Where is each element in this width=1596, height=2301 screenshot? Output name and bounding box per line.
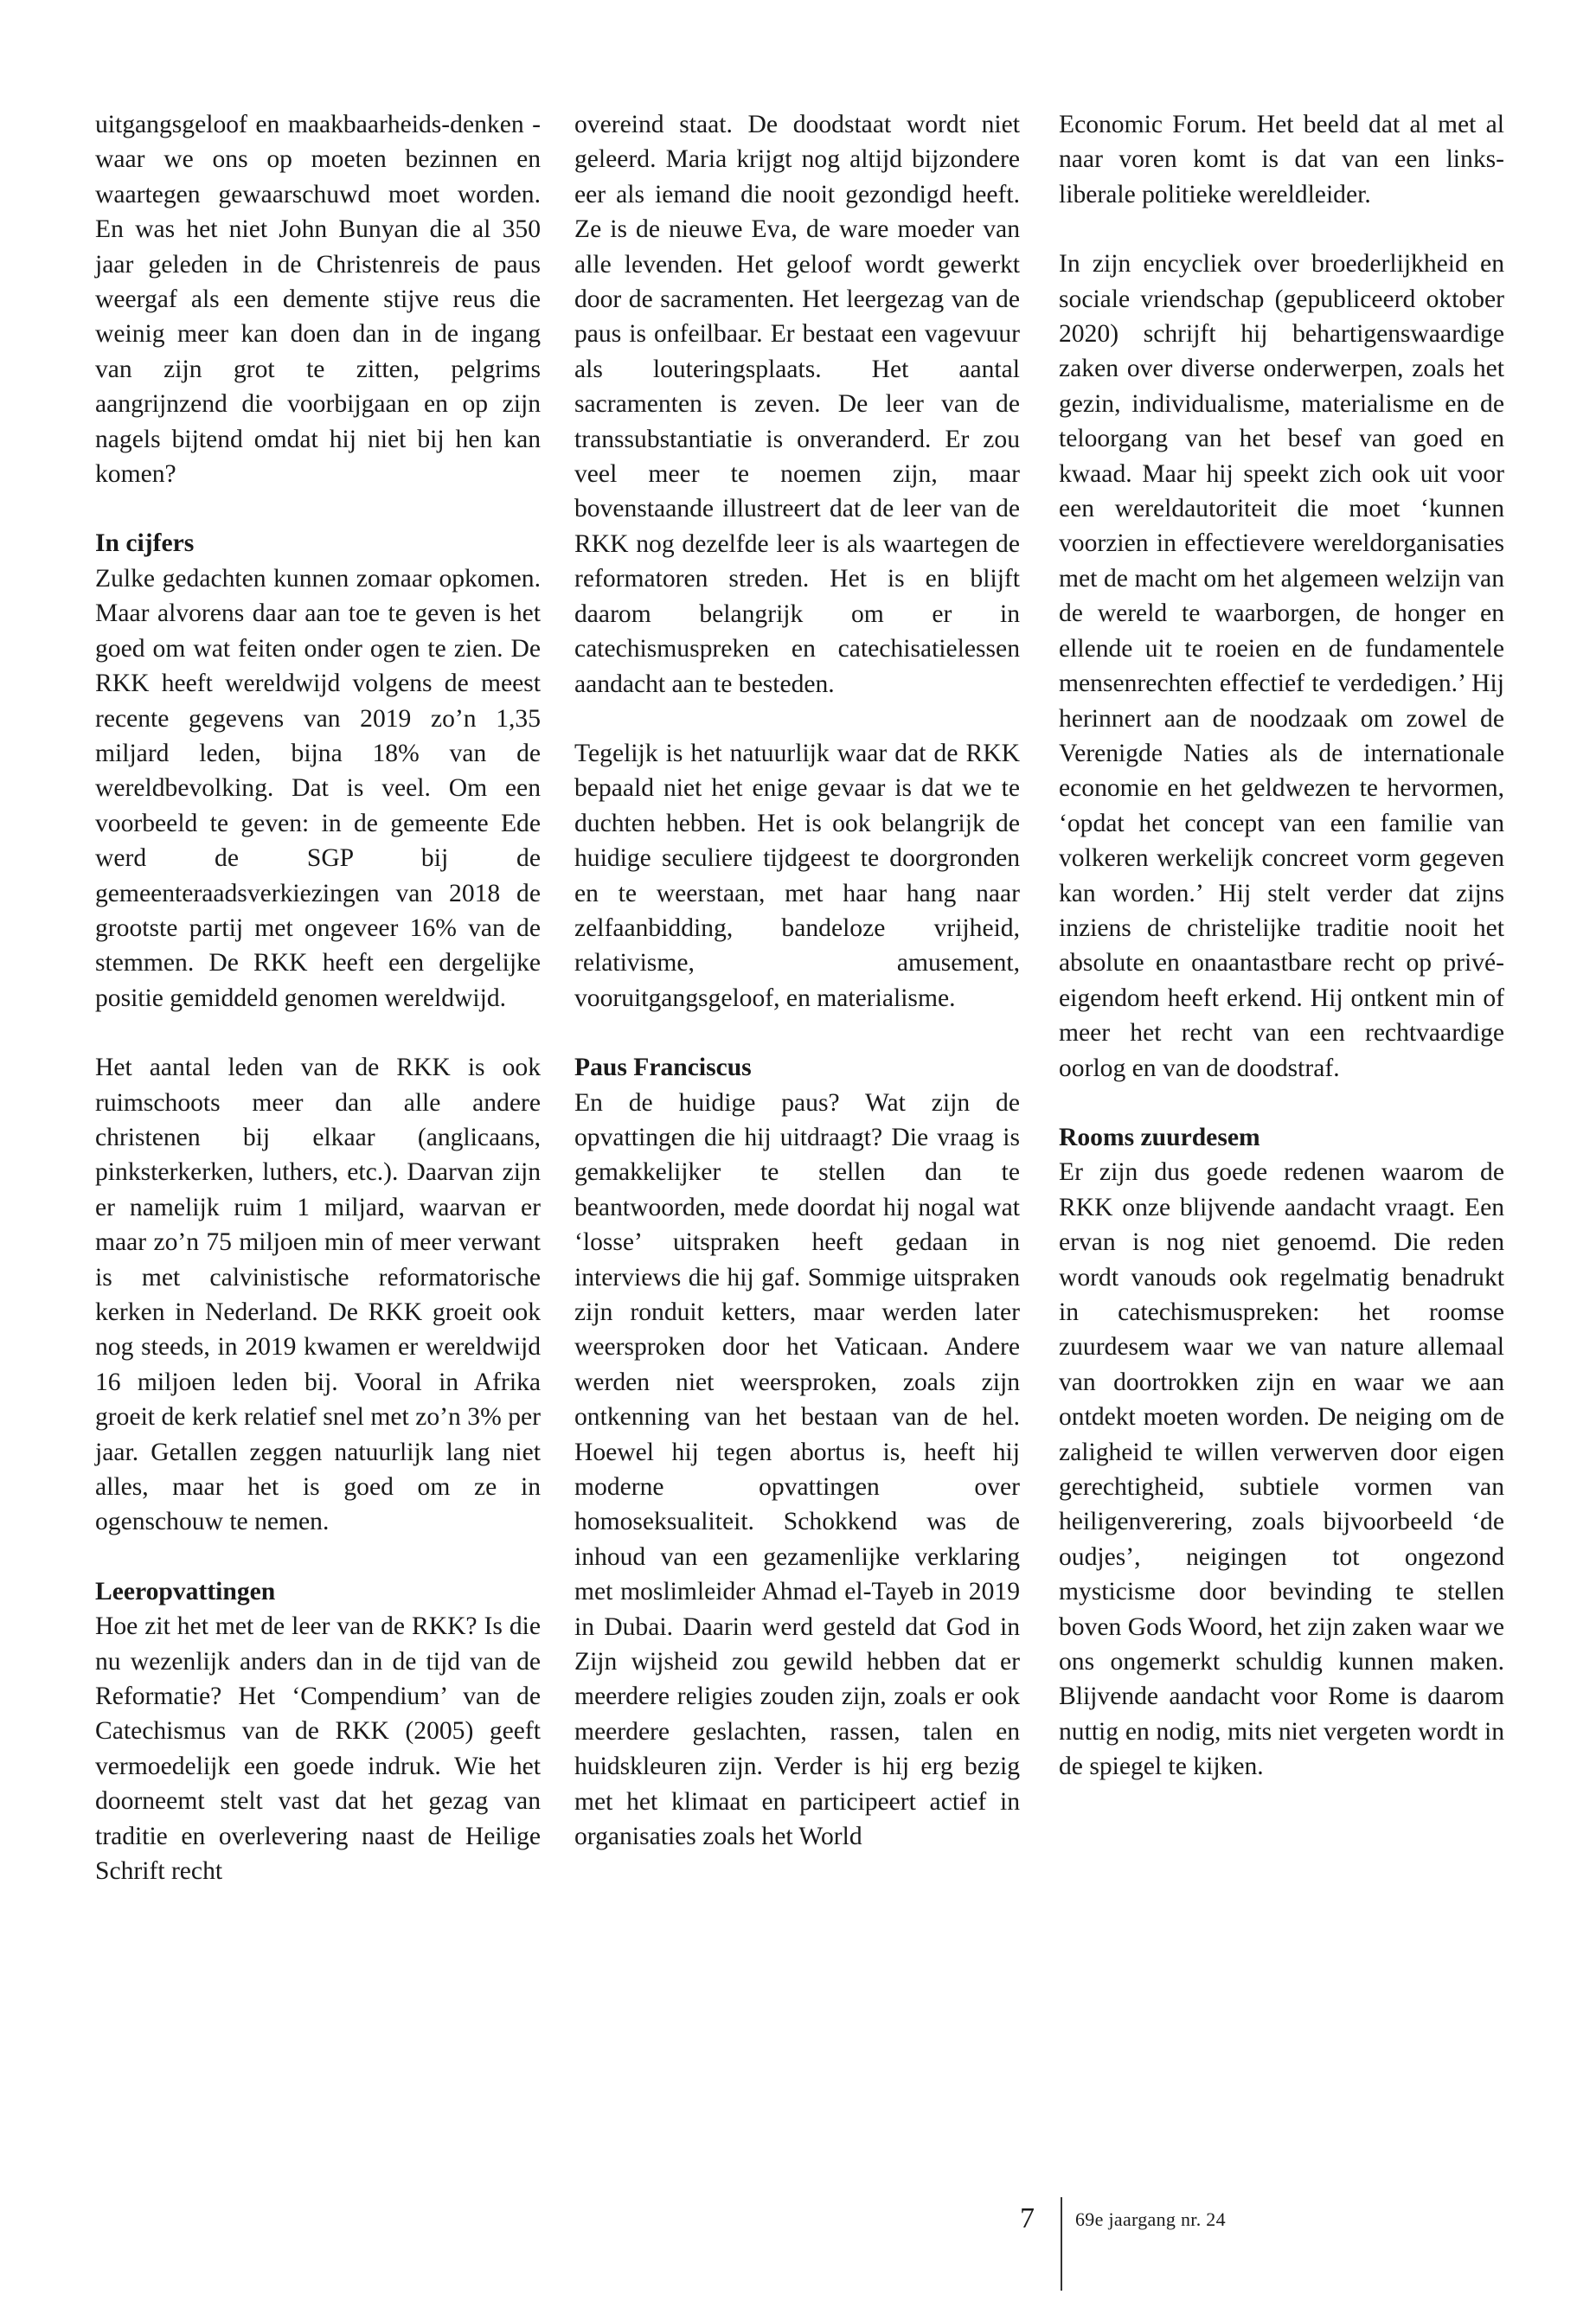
article-column-1 <box>95 107 541 1924</box>
section-heading: Paus Franciscus <box>574 1054 752 1082</box>
paragraph: In zijn encycliek over broederlijkheid en sociale vriendschap (gepubliceerd oktober 2020) schrijft hij behartigenswaardige zaken over diverse onderwerpen, zoals het gezin, individualisme, materialisme en de teloorgang van het besef van goed en kwaad. Maar hij speekt zich ook uit voor een wereldautoriteit die moet ‘kunnen voorzien in effectievere wereldorganisaties met de macht om het algemeen welzijn van de wereld te waarborgen, de honger en ellende uit te roeien en de fundamentele mensenrechten effectief te verdedigen.’ Hij herinnert aan de noodzaak om zowel de Verenigde Naties als de internationale economie en het geldwezen te hervormen, ‘opdat het concept van een familie van volkeren werkelijk concreet vorm gegeven kan worden.’ Hij stelt verder dat zijns inziens de christelijke traditie nooit het absolute en onaantastbare recht op privé-eigendom heeft erkend. Hij ontkent min of meer het recht van een rechtvaardige oorlog en van de doodstraf. <box>1059 250 1504 1082</box>
page-number: 7 <box>1020 2202 1035 2234</box>
paragraph: Er zijn dus goede redenen waarom de RKK onze blijvende aandacht vraagt. Een ervan is nog niet genoemd. Die reden wordt vanouds ook regelmatig benadrukt in catechismuspreken: het roomse zuurdesem waar we van nature allemaal van doortrokken zijn en waar we aan ontdekt moeten worden. De neiging om de zaligheid te willen verwerven door eigen gerechtigheid, subtiele vormen van heiligenverering, zoals bijvoorbeeld ‘de oudjes’, neigingen tot ongezond mysticisme door bevinding te stellen boven Gods Woord, het zijn zaken waar we ons ongemerkt schuldig kunnen maken. Blijvende aandacht voor Rome is daarom nuttig en nodig, mits niet vergeten wordt in de spiegel te kijken. <box>1059 1158 1504 1781</box>
paragraph: Tegelijk is het natuurlijk waar dat de RKK bepaald niet het enige gevaar is dat we te duchten hebben. Het is ook belangrijk de huidige seculiere tijdgeest te doorgronden en te weerstaan, met haar hang naar zelfaanbidding, bandeloze vrijheid, relativisme, amusement, vooruitgangsgeloof, en materialisme. <box>574 739 1020 1012</box>
paragraph: Zulke gedachten kunnen zomaar opkomen. Maar alvorens daar aan toe te geven is het goed om wat feiten onder ogen te zien. De RKK heeft wereldwijd volgens de meest recente gegevens van 2019 zo’n 1,35 miljard leden, bijna 18% van de wereldbevolking. Dat is veel. Om een voorbeeld te geven: in de gemeente Ede werd de SGP bij de gemeenteraadsverkiezingen van 2018 de grootste partij met ongeveer 16% van de stemmen. De RKK heeft een dergelijke positie gemiddeld genomen wereldwijd. <box>95 564 541 1012</box>
article-column-3 <box>1059 107 1504 1819</box>
paragraph: Economic Forum. Het beeld dat al met al naar voren komt is dat van een links-liberale politieke wereldleider. <box>1059 111 1504 208</box>
section-heading: Leeropvattingen <box>95 1577 276 1606</box>
paragraph: Het aantal leden van de RKK is ook ruimschoots meer dan alle andere christenen bij elkaar (anglicaans, pinksterkerken, luthers, etc.). Daarvan zijn er namelijk ruim 1 miljard, waarvan er maar zo’n 75 miljoen min of meer verwant is met calvinistische reformatorische kerken in Nederland. De RKK groeit ook nog steeds, in 2019 kwamen er wereldwijd 16 miljoen leden bij. Vooral in Afrika groeit de kerk relatief snel met zo’n 3% per jaar. Getallen zeggen natuurlijk lang niet alles, maar het is goed om ze in ogenschouw te nemen. <box>95 1054 541 1536</box>
paragraph: En de huidige paus? Wat zijn de opvattingen die hij uitdraagt? Die vraag is gemakkelijker te stellen dan te beantwoorden, mede doordat hij nogal wat ‘losse’ uitspraken heeft gedaan in interviews die hij gaf. Sommige uitspraken zijn ronduit ketters, maar werden later weersproken door het Vaticaan. Andere werden niet weersproken, zoals zijn ontkenning van het bestaan van de hel. Hoewel hij tegen abortus is, heeft hij moderne opvattingen over homoseksualiteit. Schokkend was de inhoud van een gezamenlijke verklaring met moslimleider Ahmad el-Tayeb in 2019 in Dubai. Daarin werd gesteld dat God in Zijn wijsheid zou gewild hebben dat er meerdere religies zouden zijn, zoals er ook meerdere geslachten, rassen, talen en huidskleuren zijn. Verder is hij erg bezig met het klimaat en participeert actief in organisaties zoals het World <box>574 1088 1020 1851</box>
issue-label: 69e jaargang nr. 24 <box>1075 2208 1226 2230</box>
paragraph: uitgangsgeloof en maakbaarheids-denken - waar we ons op moeten bezinnen en waartegen gewaarschuwd moet worden. En was het niet John Bunyan die al 350 jaar geleden in de Christenreis de paus weergaf als een demente stijve reus die weinig meer kan doen dan in de ingang van zijn grot te zitten, pelgrims aangrijnzend die voorbijgaan en op zijn nagels bijtend omdat hij niet bij hen kan komen? <box>95 111 541 489</box>
footer-divider <box>1061 2197 1062 2291</box>
section-heading: Rooms zuurdesem <box>1059 1123 1260 1151</box>
article-column-2 <box>574 107 1020 1889</box>
paragraph: Hoe zit het met de leer van de RKK? Is die nu wezenlijk anders dan in de tijd van de Reformatie? Het ‘Compendium’ van de Catechismus van de RKK (2005) geeft vermoedelijk een goede indruk. Wie het doorneemt stelt vast dat het gezag van traditie en overlevering naast de Heilige Schrift recht <box>95 1612 541 1886</box>
section-heading: In cijfers <box>95 529 195 558</box>
paragraph: overeind staat. De doodstaat wordt niet geleerd. Maria krijgt nog altijd bijzondere eer als iemand die nooit gezondigd heeft. Ze is de nieuwe Eva, de ware moeder van alle levenden. Het geloof wordt gewerkt door de sacramenten. Het leergezag van de paus is onfeilbaar. Er bestaat een vagevuur als louteringsplaats. Het aantal sacramenten is zeven. De leer van de transsubstantiatie is onveranderd. Er zou veel meer te noemen zijn, maar bovenstaande illustreert dat de leer van de RKK nog dezelfde leer is als waartegen de reformatoren streden. Het is en blijft daarom belangrijk om er in catechismuspreken en catechisatielessen aandacht aan te besteden. <box>574 111 1020 698</box>
